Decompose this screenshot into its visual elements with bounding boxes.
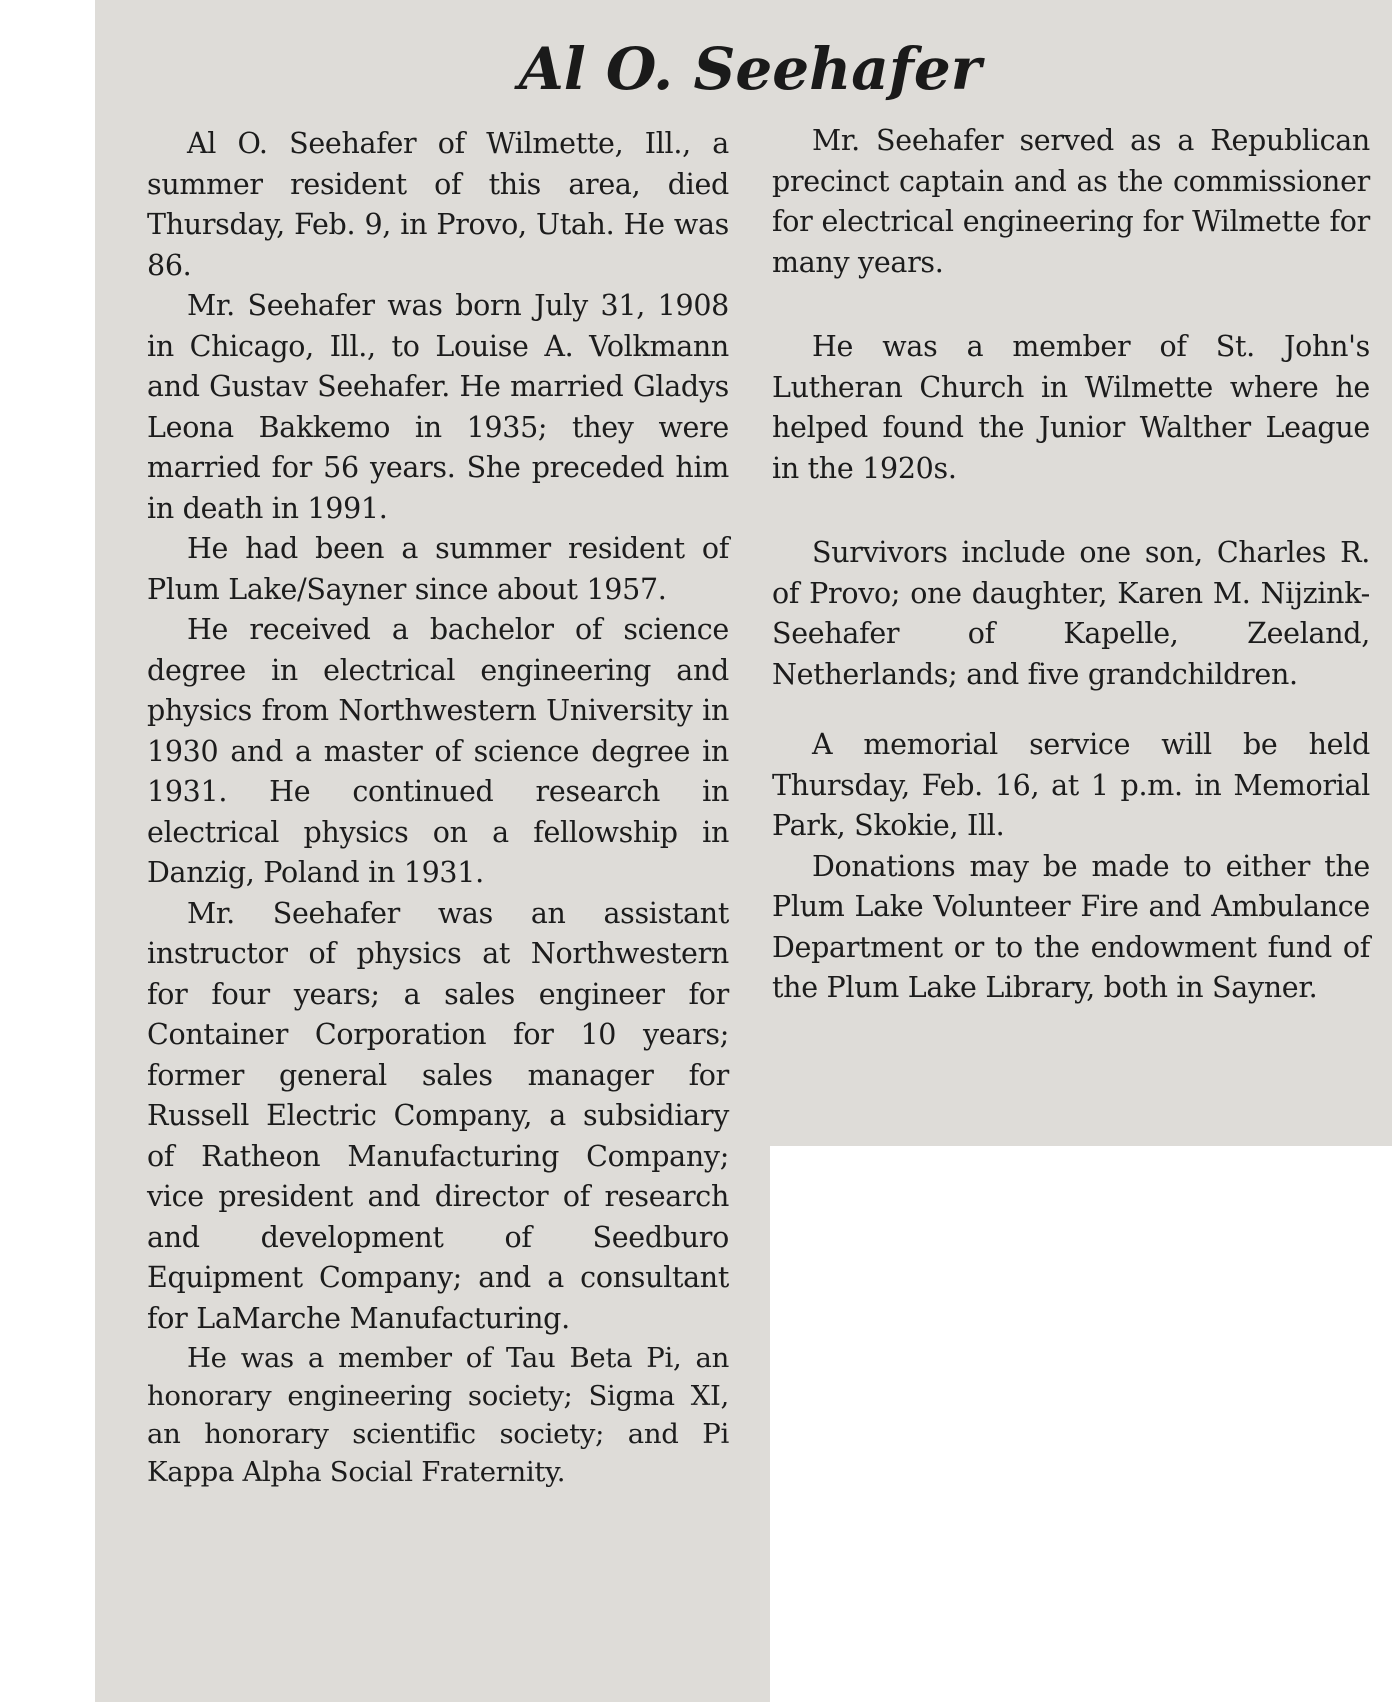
paragraph-survivors: Survivors include one son, Charles R. of Provo; one daughter, Karen M. Nijzink-Seehafer of Kapelle, Zeeland, Netherlands; and five grandchildren. — [772, 536, 1370, 691]
paragraph-death-notice: Al O. Seehafer of Wilmette, Ill., a summer resident of this area, died Thursday, Feb. 9, in Provo, Utah. He was 86. — [147, 127, 729, 282]
blank-area — [770, 1146, 1392, 1702]
obituary-headline: Al O. Seehafer — [518, 35, 982, 103]
paragraph-summer-resident: He had been a summer resident of Plum Lake/Sayner since about 1957. — [147, 532, 729, 606]
paragraph-career: Mr. Seehafer was an assistant instructor of physics at Northwestern for four years; a sales engineer for Container Corporation for 10 years; former general sales manager for Russell Electric Company, a subsidiary of Ratheon Manufacturing Company; vice president and director of research and development of Seedburo Equipment Company; and a consultant for LaMarche Manufacturing. — [147, 896, 729, 1335]
paragraph-memorial-service: A memorial service will be held Thursday, Feb. 16, at 1 p.m. in Memorial Park, Skokie, Ill. — [772, 728, 1370, 842]
paragraph-church: He was a member of St. John's Lutheran Church in Wilmette where he helped found the Junior Walther League in the 1920s. — [772, 330, 1370, 485]
left-column — [147, 124, 729, 1491]
paragraph-birth-marriage: Mr. Seehafer was born July 31, 1908 in Chicago, Ill., to Louise A. Volkmann and Gustav Seehafer. He married Gladys Leona Bakkemo in 1935; they were married for 56 years. She preceded him in death in 1991. — [147, 289, 729, 525]
paragraph-donations: Donations may be made to either the Plum Lake Volunteer Fire and Ambulance Department or to the endowment fund of the Plum Lake Library, both in Sayner. — [772, 849, 1370, 1004]
paragraph-civic-service: Mr. Seehafer served as a Republican precinct captain and as the commissioner for electrical engineering for Wilmette for many years. — [772, 124, 1370, 279]
right-column — [772, 121, 1370, 1009]
paragraph-societies: He was a member of Tau Beta Pi, an honorary engineering society; Sigma XI, an honorary scientific society; and Pi Kappa Alpha Social Fraternity. — [147, 1342, 729, 1488]
paragraph-education: He received a bachelor of science degree in electrical engineering and physics from Northwestern University in 1930 and a master of science degree in 1931. He continued research in electrical physics on a fellowship in Danzig, Poland in 1931. — [147, 613, 729, 889]
